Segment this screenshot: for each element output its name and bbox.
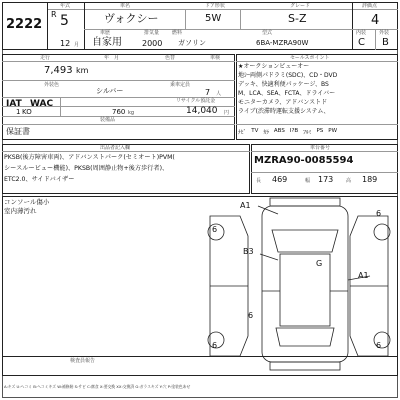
- interior-label: 内装: [356, 30, 367, 36]
- sales-line-3: デッキ、快適利便パッケージ、BS: [238, 81, 329, 88]
- ko-weight: 760: [112, 108, 126, 116]
- equipment-item: ﾅﾋﾞ: [238, 130, 247, 136]
- fuel-label: 燃料: [172, 30, 183, 36]
- grades-mid-divider: [375, 29, 376, 50]
- recycle-label: リサイクル預託金: [176, 98, 216, 104]
- width-prefix: 幅: [305, 178, 311, 184]
- equipment-item: TV: [251, 128, 259, 134]
- color-label: 外装色: [44, 82, 60, 88]
- dims-divider: [251, 172, 398, 173]
- seats-unit: 人: [216, 91, 222, 97]
- interior-grade: C: [358, 37, 365, 48]
- equipment-item: PS: [316, 128, 324, 134]
- mark-6-fr: 6: [376, 209, 382, 218]
- seats-value: 7: [205, 88, 211, 97]
- sales-label-row: [236, 61, 398, 62]
- vin-label-row: [251, 151, 398, 152]
- length-prefix: 長: [256, 178, 262, 184]
- equipment-item: ABS: [273, 128, 285, 134]
- roof: [280, 254, 330, 326]
- inspector-line-1: コンソール傷小: [4, 198, 50, 206]
- notes-line-2: シースルービュー機能)、PKSB(周囲静止物+後方歩行者)、: [4, 165, 169, 172]
- height-prefix: 高: [346, 178, 352, 184]
- vin-value: MZRA90-0085594: [254, 155, 354, 166]
- equipment-row: [238, 128, 396, 137]
- header-row2-divider: [84, 29, 352, 30]
- ko-unit: kg: [128, 110, 135, 116]
- notes-line-1: PKSB(後方障害車両)、アドバンストパーク(セミオート)PVM(: [4, 154, 175, 161]
- sales-line-6: ライブ(渋滞時運転支援システム、: [238, 108, 330, 115]
- mileage-unit: km: [76, 66, 89, 75]
- mark-g: G: [316, 259, 323, 268]
- length-value: 469: [272, 175, 288, 184]
- last-unit: 円: [224, 110, 230, 116]
- warranty-value: 保証書: [6, 127, 30, 136]
- model-label: 型式: [262, 30, 273, 36]
- color-no-label: 色替: [165, 55, 176, 61]
- shift-value: IAT: [6, 99, 22, 109]
- header-label-divider: [48, 9, 398, 10]
- aircon-value: WAC: [30, 99, 54, 109]
- mark-6-rr: 6: [376, 341, 382, 350]
- specs-row6: [2, 124, 235, 125]
- footer-label-box: [2, 356, 398, 376]
- inspection-label: 車検: [210, 55, 221, 61]
- carname-divider: [185, 9, 186, 29]
- year-label: 年式: [60, 3, 71, 9]
- mileage-value: 7,493: [44, 65, 73, 76]
- height-value: 189: [362, 175, 378, 184]
- vin-label: 車台番号: [310, 145, 331, 151]
- sales-line-4: M、LCA、SEA、FCTA、ドライバー: [238, 90, 336, 97]
- owners-value: 1: [16, 108, 21, 116]
- mark-6-fl: 6: [212, 225, 218, 234]
- year-value: 5: [60, 13, 69, 29]
- car-name: ヴォクシー: [104, 12, 159, 25]
- equipment-item: PW: [328, 128, 338, 134]
- specs-row5: [2, 116, 235, 117]
- equipment-item: ｶﾗ: [263, 130, 269, 136]
- car-damage-diagram: [200, 196, 398, 376]
- usage-label: 車歴: [100, 30, 111, 36]
- rear-window: [276, 328, 334, 346]
- mark-a1-right: A1: [358, 271, 369, 280]
- grade-label: グレード: [290, 3, 311, 9]
- width-value: 173: [318, 175, 334, 184]
- doors-value: 5W: [205, 13, 222, 24]
- year-era: R: [51, 10, 57, 19]
- equipment-item: ﾌﾙﾐ: [303, 130, 312, 136]
- month-year-label: 年 月: [104, 55, 120, 61]
- notes-label-row: [2, 151, 250, 152]
- ko-value: KO: [22, 108, 32, 116]
- usage-value: 自家用: [92, 37, 122, 48]
- mileage-label: 走行: [40, 55, 51, 61]
- exterior-grade: B: [382, 37, 389, 48]
- doors-divider: [240, 9, 241, 29]
- last-number: 14,040: [186, 106, 218, 116]
- car-name-label: 車名: [120, 3, 131, 9]
- sales-line-2: 地ｼｰ両側パドラミ(SDC)、CD・DVD: [238, 72, 338, 79]
- footer-label: 検査員報告: [70, 358, 96, 364]
- score-label: 評価点: [362, 3, 378, 9]
- inspector-line-2: 室内薄汚れ: [4, 207, 37, 215]
- equipment-divider: [236, 124, 398, 125]
- model-code: 6BA-MZRA90W: [256, 39, 309, 47]
- score-value: 4: [371, 13, 380, 28]
- notes-line-3: ETC2.0、サイドバイザー: [4, 176, 75, 183]
- specs-row2: [2, 80, 235, 81]
- mark-6-rl: 6: [212, 341, 218, 350]
- color-value: シルバー: [96, 87, 124, 95]
- windshield: [272, 230, 338, 252]
- grade-value: S-Z: [288, 12, 307, 25]
- exterior-label: 外装: [379, 30, 390, 36]
- capacity-label: 乗車定員: [170, 82, 191, 88]
- mark-6-rm: 6: [248, 311, 254, 320]
- leader-b3: [260, 254, 278, 260]
- car-outline-top: [262, 206, 348, 362]
- month-unit: 月: [74, 42, 80, 48]
- score-divider: [352, 2, 353, 50]
- notes-label: 出品者記入欄: [100, 145, 131, 151]
- year-divider: [84, 2, 85, 50]
- month-value: 12: [60, 39, 71, 48]
- displacement-label: 排気量: [144, 30, 160, 36]
- remarks-label: 装備品: [100, 117, 116, 123]
- footer-note: A:キズ U:ヘコミ B:ヘコミキズ W:補修跡 S:サビ C:腐食 X:要交換 XX:交換済 G:ガラスキズ Y:穴 P:塗装色あせ: [4, 384, 191, 389]
- doors-label: ドア形状: [205, 3, 225, 9]
- sales-line-5: モニターカメラ、アドバンストド: [238, 99, 328, 106]
- specs-label-row: [2, 61, 235, 62]
- mark-a1-top: A1: [240, 201, 251, 210]
- front-bumper: [270, 198, 340, 206]
- sales-line-1: ★オークションビューオー: [238, 63, 310, 70]
- mark-b3: B3: [243, 247, 254, 256]
- lot-number: 2222: [6, 17, 43, 32]
- displacement-value: 2000: [142, 39, 163, 48]
- sales-points-label: セールスポイント: [290, 55, 330, 61]
- equipment-item: I?B: [289, 128, 299, 134]
- fuel-value: ガソリン: [178, 39, 206, 47]
